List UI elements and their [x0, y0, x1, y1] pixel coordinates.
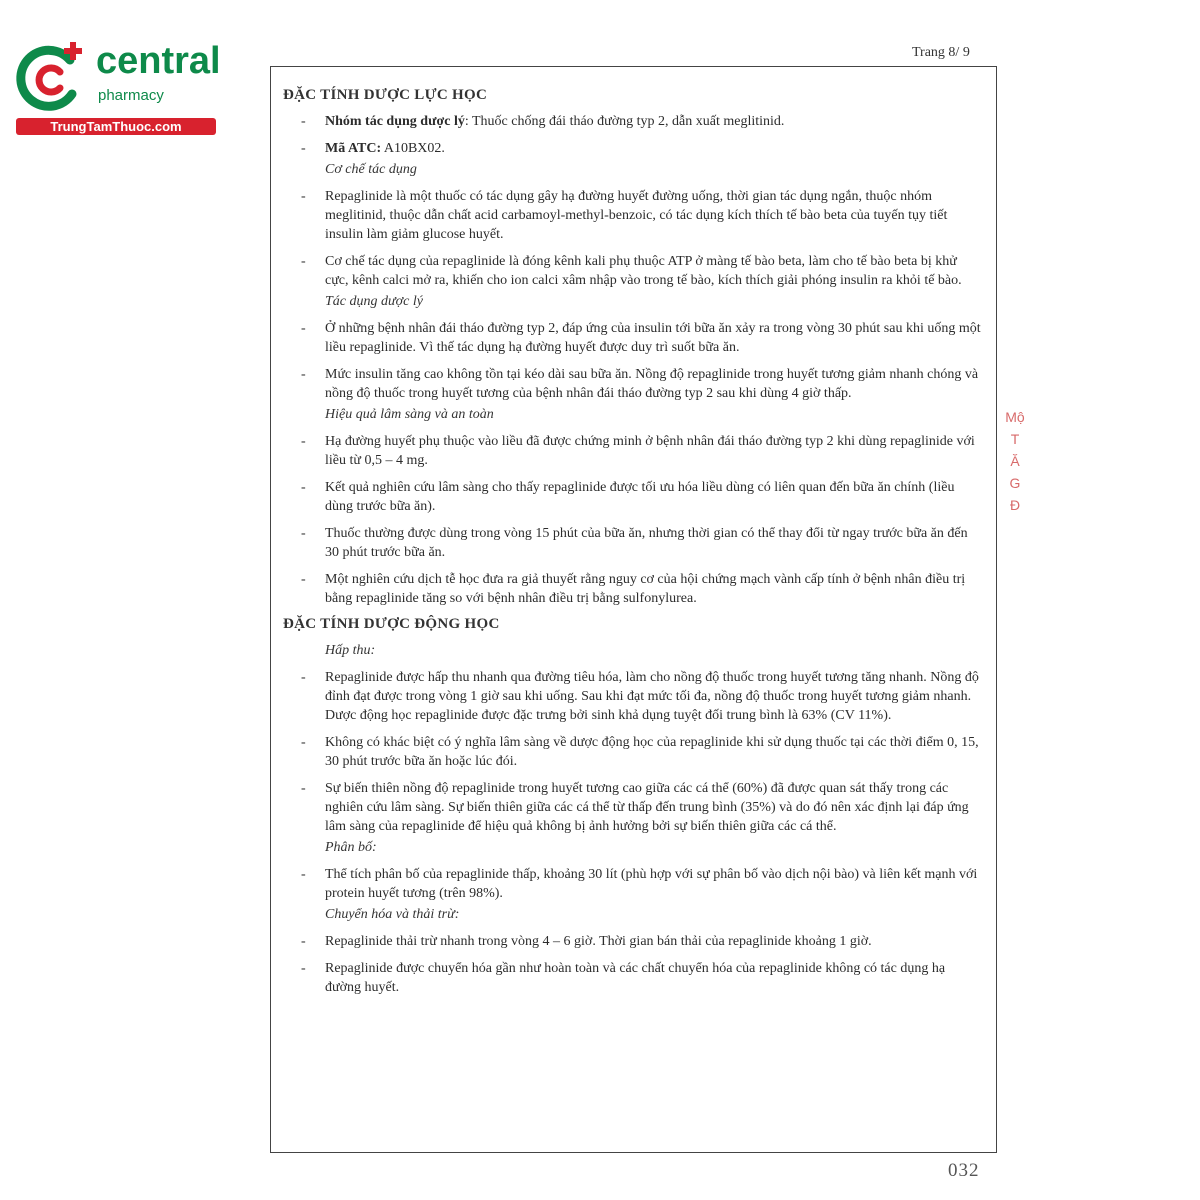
logo-subtitle: pharmacy: [98, 87, 164, 104]
stamp-char: Đ: [1009, 497, 1021, 513]
paragraph: Repaglinide được hấp thu nhanh qua đường tiêu hóa, làm cho nồng độ thuốc trong huyết tương tăng nhanh. Nồng độ đỉnh đạt được trong vòng 1 giờ sau khi uống. Sau khi đạt mức tối đa, nồng độ thuốc trong huyết tương giảm nhanh. Dược động học repaglinide được đặc trưng bởi sinh khả dụng tuyệt đối trung bình là 63% (CV 11%).: [325, 670, 979, 723]
subheading-effect: Tác dụng dược lý: [325, 294, 423, 309]
dash-bullet: -: [301, 254, 306, 269]
atc-value: A10BX02.: [381, 141, 445, 156]
pharmacokinetics-title: ĐẶC TÍNH DƯỢC ĐỘNG HỌC: [283, 616, 500, 632]
stamp-char: T: [1010, 431, 1020, 447]
dash-bullet: -: [301, 367, 306, 382]
list-item: [283, 524, 983, 562]
dash-bullet: -: [301, 572, 306, 587]
dash-bullet: -: [301, 480, 306, 495]
list-item: [283, 959, 983, 997]
paragraph: Sự biến thiên nồng độ repaglinide trong huyết tương cao giữa các cá thể (60%) đã được quan sát thấy trong các nghiên cứu lâm sàng. Sự biến thiên giữa các cá thể từ thấp đến trung bình (35%) và do đó nên xác định lại đáp ứng lâm sàng của repaglinide để hiệu quả không bị ảnh hưởng bởi sự biến thiên giữa các cá thể.: [325, 781, 969, 834]
dash-bullet: -: [301, 670, 306, 685]
paragraph: Repaglinide thải trừ nhanh trong vòng 4 – 6 giờ. Thời gian bán thải của repaglinide khoảng 1 giờ.: [325, 934, 872, 949]
dash-bullet: -: [301, 934, 306, 949]
group-value: : Thuốc chống đái tháo đường typ 2, dẫn xuất meglitinid.: [464, 114, 785, 129]
list-item: [283, 570, 983, 608]
list-item: [283, 668, 983, 725]
paragraph: Repaglinide được chuyển hóa gần như hoàn toàn và các chất chuyển hóa của repaglinide không có tác dụng hạ đường huyết.: [325, 961, 946, 995]
stamp-char: Mộ: [1005, 409, 1025, 425]
document-frame: [270, 66, 997, 1153]
central-pharmacy-logo-icon: [10, 38, 90, 118]
pharmacodynamics-title: ĐẶC TÍNH DƯỢC LỰC HỌC: [283, 87, 488, 103]
atc-label: Mã ATC:: [325, 141, 382, 156]
paragraph: Repaglinide là một thuốc có tác dụng gây hạ đường huyết đường uống, thời gian tác dụng ngắn, thuộc nhóm meglitinid, thuộc dẫn chất acid carbamoyl-methyl-benzoic, có tác dụng kích thích tế bào beta của tuyến tụy tiết insulin làm giảm glucose huyết.: [325, 189, 948, 242]
list-item: [283, 365, 983, 403]
stamp-char: G: [1009, 475, 1021, 491]
group-label: Nhóm tác dụng dược lý: [325, 114, 465, 129]
paragraph: Không có khác biệt có ý nghĩa lâm sàng về dược động học của repaglinide khi sử dụng thuốc tại các thời điểm 0, 15, 30 phút trước bữa ăn hoặc lúc đói.: [325, 735, 979, 769]
subheading-distribution: Phân bố:: [325, 840, 377, 855]
list-item: [283, 432, 983, 470]
subheading-mechanism: Cơ chế tác dụng: [325, 162, 417, 177]
subheading-clinical: Hiệu quả lâm sàng và an toàn: [325, 407, 494, 422]
list-item: [283, 187, 983, 244]
central-pharmacy-logo: [10, 38, 221, 138]
document-code: 032: [948, 1160, 980, 1181]
paragraph: Một nghiên cứu dịch tễ học đưa ra giả thuyết rằng nguy cơ của hội chứng mạch vành cấp tính ở bệnh nhân điều trị bằng repaglinide tăng so với bệnh nhân điều trị bằng sulfonylurea.: [325, 572, 966, 606]
dash-bullet: -: [301, 961, 306, 976]
list-item: [283, 865, 983, 903]
paragraph: Mức insulin tăng cao không tồn tại kéo dài sau bữa ăn. Nồng độ repaglinide trong huyết tương giảm nhanh chóng và nồng độ thuốc trong huyết tương của bệnh nhân đái tháo đường typ 2 sau khi dùng 4 giờ thấp.: [325, 367, 979, 401]
dash-bullet: -: [301, 321, 306, 336]
stamp-char: Ă: [1010, 453, 1020, 469]
logo-wordmark: central: [96, 40, 221, 82]
list-item: [283, 733, 983, 771]
dash-bullet: -: [301, 735, 306, 750]
list-item: [283, 252, 983, 290]
list-item: [283, 779, 983, 836]
paragraph: Ở những bệnh nhân đái tháo đường typ 2, đáp ứng của insulin tới bữa ăn xảy ra trong vòng 30 phút sau khi uống một liều repaglinide. Vì thế tác dụng hạ đường huyết được duy trì suốt bữa ăn.: [325, 321, 981, 355]
dash-bullet: -: [301, 114, 306, 129]
list-item: [283, 112, 983, 131]
document-content: [283, 87, 983, 1005]
logo-website-bar: TrungTamThuoc.com: [16, 118, 216, 135]
dash-bullet: -: [301, 434, 306, 449]
list-item: [283, 139, 983, 158]
dash-bullet: -: [301, 867, 306, 882]
paragraph: Cơ chế tác dụng của repaglinide là đóng kênh kali phụ thuộc ATP ở màng tế bào beta, làm cho tế bào beta bị khử cực, kênh calci mở ra, khiến cho ion calci xâm nhập vào trong tế bào, kích thích giải phóng insulin ra khỏi tế bào.: [325, 254, 962, 288]
list-item: [283, 932, 983, 951]
page-number: Trang 8/ 9: [912, 45, 970, 60]
dash-bullet: -: [301, 781, 306, 796]
dash-bullet: -: [301, 141, 306, 156]
paragraph: Thể tích phân bố của repaglinide thấp, khoảng 30 lít (phù hợp với sự phân bố vào dịch nội bào) và liên kết mạnh với protein huyết tương (trên 98%).: [325, 867, 978, 901]
paragraph: Thuốc thường được dùng trong vòng 15 phút của bữa ăn, nhưng thời gian có thể thay đổi từ ngay trước bữa ăn đến 30 phút trước bữa ăn.: [325, 526, 968, 560]
subheading-absorption: Hấp thu:: [325, 643, 376, 658]
list-item: [283, 478, 983, 516]
red-stamp-mark: [1002, 410, 1028, 580]
paragraph: Kết quả nghiên cứu lâm sàng cho thấy repaglinide được tối ưu hóa liều dùng có liên quan đến bữa ăn chính (liều dùng trước bữa ăn).: [325, 480, 955, 514]
list-item: [283, 319, 983, 357]
dash-bullet: -: [301, 526, 306, 541]
dash-bullet: -: [301, 189, 306, 204]
paragraph: Hạ đường huyết phụ thuộc vào liều đã được chứng minh ở bệnh nhân đái tháo đường typ 2 khi dùng repaglinide với liều từ 0,5 – 4 mg.: [325, 434, 975, 468]
subheading-metabolism: Chuyển hóa và thải trừ:: [325, 907, 460, 922]
